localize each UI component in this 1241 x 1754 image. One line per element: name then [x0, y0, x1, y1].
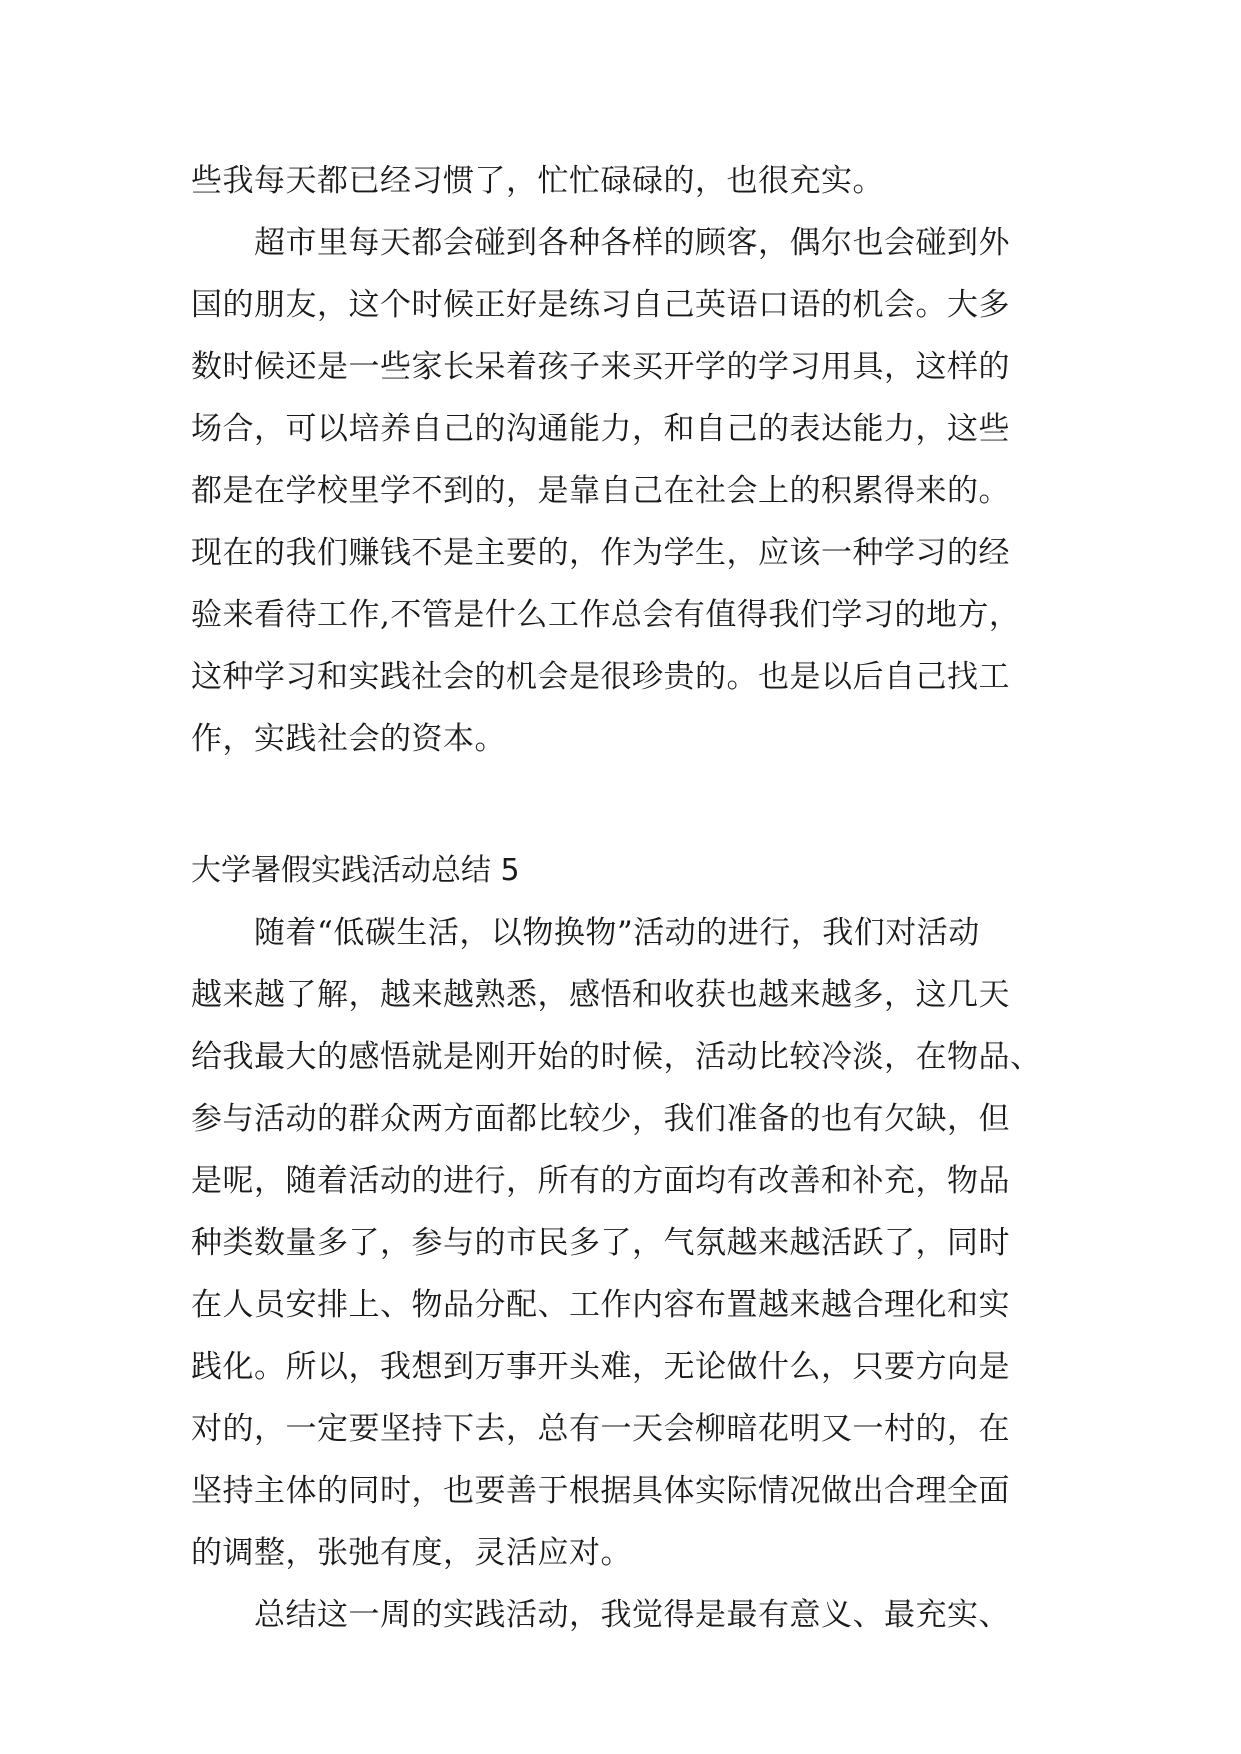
- section-heading: 大学暑假实践活动总结 5: [191, 853, 520, 888]
- text-line: 的调整，张弛有度，灵活应对。: [191, 1535, 632, 1571]
- text-line: 现在的我们赚钱不是主要的，作为学生，应该一种学习的经: [191, 535, 1010, 571]
- text-line: 是呢，随着活动的进行，所有的方面均有改善和补充，物品: [191, 1163, 1010, 1199]
- text-line: 场合，可以培养自己的沟通能力，和自己的表达能力，这些: [191, 411, 1010, 447]
- text-line: 种类数量多了，参与的市民多了，气氛越来越活跃了，同时: [191, 1225, 1010, 1261]
- section-gap: [191, 770, 1071, 840]
- text-line: 践化。所以，我想到万事开头难，无论做什么，只要方向是: [191, 1349, 1010, 1385]
- text-line: 验来看待工作,不管是什么工作总会有值得我们学习的地方，: [191, 597, 1021, 633]
- text-line: 数时候还是一些家长呆着孩子来买开学的学习用具，这样的: [191, 349, 1010, 385]
- text-line: 都是在学校里学不到的，是靠自己在社会上的积累得来的。: [191, 473, 1010, 509]
- text-line: 些我每天都已经习惯了，忙忙碌碌的，也很充实。: [191, 163, 884, 199]
- text-line: 作，实践社会的资本。: [191, 721, 506, 757]
- text-line: 参与活动的群众两方面都比较少，我们准备的也有欠缺，但: [191, 1101, 1010, 1137]
- text-line: 随着“低碳生活，以物换物”活动的进行，我们对活动: [191, 915, 980, 951]
- document-body: [191, 150, 1071, 1646]
- text-line: 越来越了解，越来越熟悉，感悟和收获也越来越多，这几天: [191, 977, 1010, 1013]
- text-line: 对的，一定要坚持下去，总有一天会柳暗花明又一村的，在: [191, 1411, 1010, 1447]
- text-line: 超市里每天都会碰到各种各样的顾客，偶尔也会碰到外: [191, 225, 1010, 261]
- text-line: 国的朋友，这个时候正好是练习自己英语口语的机会。大多: [191, 287, 1010, 323]
- text-line: 坚持主体的同时，也要善于根据具体实际情况做出合理全面: [191, 1473, 1010, 1509]
- text-line: 这种学习和实践社会的机会是很珍贵的。也是以后自己找工: [191, 659, 1010, 695]
- text-line: 在人员安排上、物品分配、工作内容布置越来越合理化和实: [191, 1287, 1010, 1323]
- text-line: 总结这一周的实践活动，我觉得是最有意义、最充实、: [191, 1597, 1010, 1633]
- text-line: 给我最大的感悟就是刚开始的时候，活动比较冷淡，在物品、: [191, 1039, 1042, 1075]
